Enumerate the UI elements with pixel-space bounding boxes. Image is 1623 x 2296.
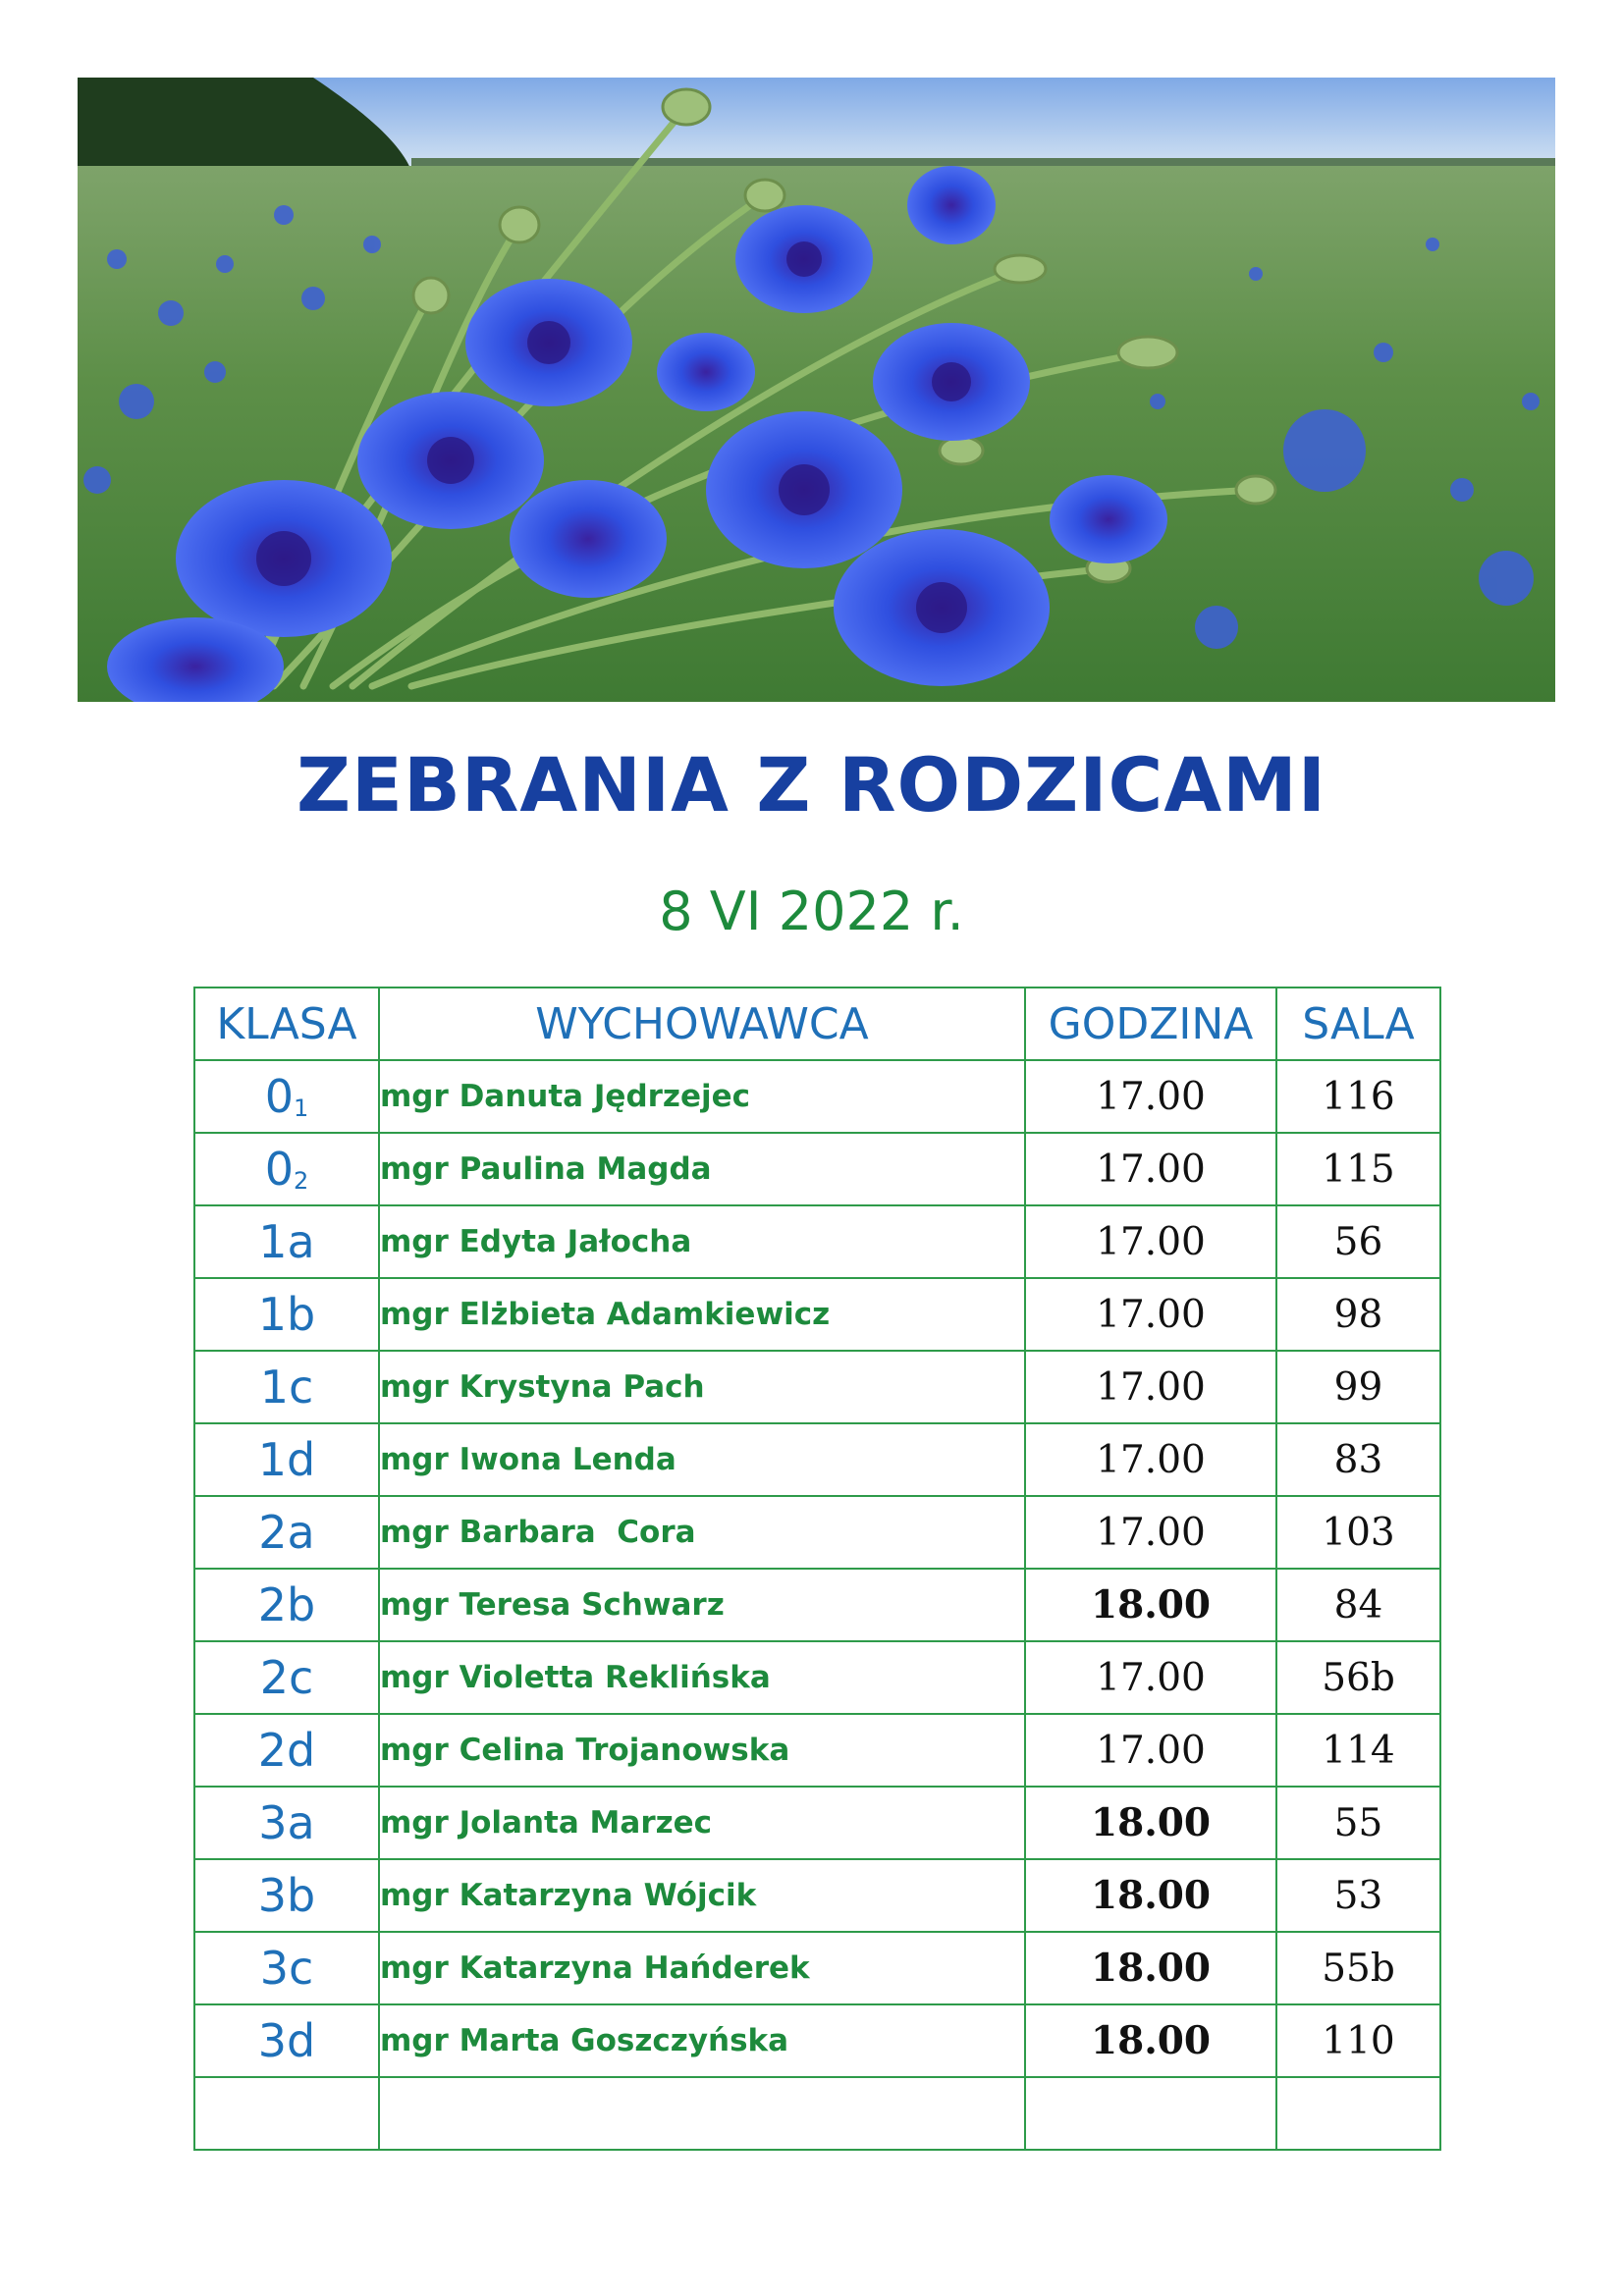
room-cell: 116: [1276, 1060, 1440, 1133]
teacher-cell: mgr Violetta Reklińska: [379, 1641, 1025, 1714]
time-cell: 17.00: [1025, 1133, 1276, 1205]
table-row: [194, 1932, 1440, 2004]
time-cell: 17.00: [1025, 1060, 1276, 1133]
time-cell: 18.00: [1025, 1859, 1276, 1932]
teacher-cell: mgr Elżbieta Adamkiewicz: [379, 1278, 1025, 1351]
room-cell: 99: [1276, 1351, 1440, 1423]
room-cell: 98: [1276, 1278, 1440, 1351]
schedule-table: [193, 987, 1441, 2151]
class-name: 2a: [258, 1506, 315, 1559]
class-name: 2d: [257, 1724, 316, 1777]
class-name: 1b: [257, 1288, 316, 1341]
room-cell: 55: [1276, 1787, 1440, 1859]
teacher-cell: mgr Barbara Cora: [379, 1496, 1025, 1569]
table-row: [194, 2004, 1440, 2077]
class-cell: [194, 1423, 379, 1496]
time-cell: 18.00: [1025, 1569, 1276, 1641]
class-cell: [194, 1496, 379, 1569]
teacher-cell: [379, 2077, 1025, 2150]
table-row: [194, 1060, 1440, 1133]
time-cell: 18.00: [1025, 1932, 1276, 2004]
class-name: 2c: [259, 1651, 314, 1704]
room-cell: 53: [1276, 1859, 1440, 1932]
class-name: 3c: [259, 1942, 314, 1995]
table-row: [194, 1351, 1440, 1423]
class-cell: [194, 1641, 379, 1714]
time-cell: 17.00: [1025, 1423, 1276, 1496]
time-cell: [1025, 2077, 1276, 2150]
class-cell: [194, 1205, 379, 1278]
time-cell: 17.00: [1025, 1278, 1276, 1351]
class-subscript: 2: [294, 1167, 309, 1195]
class-name: 3a: [258, 1796, 315, 1849]
teacher-cell: mgr Teresa Schwarz: [379, 1569, 1025, 1641]
time-cell: 17.00: [1025, 1714, 1276, 1787]
class-cell: [194, 2004, 379, 2077]
table-header-row: [194, 988, 1440, 1060]
time-cell: 17.00: [1025, 1351, 1276, 1423]
time-cell: 17.00: [1025, 1205, 1276, 1278]
room-cell: 56b: [1276, 1641, 1440, 1714]
table-row: [194, 1787, 1440, 1859]
room-cell: 55b: [1276, 1932, 1440, 2004]
room-cell: 115: [1276, 1133, 1440, 1205]
header-klasa: KLASA: [194, 988, 379, 1060]
class-name: 0: [264, 1070, 294, 1123]
class-name: 3d: [257, 2014, 316, 2067]
table-row: [194, 1569, 1440, 1641]
class-cell: [194, 1859, 379, 1932]
table-row: [194, 1714, 1440, 1787]
room-cell: [1276, 2077, 1440, 2150]
class-cell: [194, 2077, 379, 2150]
table-row: [194, 1859, 1440, 1932]
class-name: 1a: [258, 1215, 315, 1268]
class-subscript: 1: [294, 1095, 309, 1122]
cornflower-field-photo: [78, 78, 1555, 702]
class-name: 1d: [257, 1433, 316, 1486]
table-row: [194, 1205, 1440, 1278]
teacher-cell: mgr Iwona Lenda: [379, 1423, 1025, 1496]
teacher-cell: mgr Paulina Magda: [379, 1133, 1025, 1205]
room-cell: 56: [1276, 1205, 1440, 1278]
class-cell: [194, 1569, 379, 1641]
header-godzina: GODZINA: [1025, 988, 1276, 1060]
teacher-cell: mgr Jolanta Marzec: [379, 1787, 1025, 1859]
table-row: [194, 2077, 1440, 2150]
class-cell: [194, 1714, 379, 1787]
table-row: [194, 1423, 1440, 1496]
class-name: 0: [264, 1143, 294, 1196]
class-name: 3b: [257, 1869, 316, 1922]
time-cell: 18.00: [1025, 2004, 1276, 2077]
teacher-cell: mgr Edyta Jałocha: [379, 1205, 1025, 1278]
page-title: ZEBRANIA Z RODZICAMI: [296, 741, 1327, 828]
teacher-cell: mgr Katarzyna Wójcik: [379, 1859, 1025, 1932]
class-cell: [194, 1133, 379, 1205]
meeting-date: 8 VI 2022 r.: [659, 881, 964, 942]
room-cell: 110: [1276, 2004, 1440, 2077]
class-cell: [194, 1932, 379, 2004]
room-cell: 114: [1276, 1714, 1440, 1787]
class-cell: [194, 1787, 379, 1859]
table-row: [194, 1133, 1440, 1205]
class-cell: [194, 1351, 379, 1423]
table-row: [194, 1278, 1440, 1351]
teacher-cell: mgr Marta Goszczyńska: [379, 2004, 1025, 2077]
class-cell: [194, 1060, 379, 1133]
time-cell: 18.00: [1025, 1787, 1276, 1859]
table-row: [194, 1641, 1440, 1714]
class-cell: [194, 1278, 379, 1351]
teacher-cell: mgr Katarzyna Hańderek: [379, 1932, 1025, 2004]
header-sala: SALA: [1276, 988, 1440, 1060]
room-cell: 83: [1276, 1423, 1440, 1496]
time-cell: 17.00: [1025, 1641, 1276, 1714]
class-name: 1c: [259, 1361, 314, 1414]
table-row: [194, 1496, 1440, 1569]
class-name: 2b: [257, 1578, 316, 1631]
teacher-cell: mgr Danuta Jędrzejec: [379, 1060, 1025, 1133]
header-wychowawca: WYCHOWAWCA: [379, 988, 1025, 1060]
room-cell: 84: [1276, 1569, 1440, 1641]
teacher-cell: mgr Krystyna Pach: [379, 1351, 1025, 1423]
teacher-cell: mgr Celina Trojanowska: [379, 1714, 1025, 1787]
room-cell: 103: [1276, 1496, 1440, 1569]
time-cell: 17.00: [1025, 1496, 1276, 1569]
